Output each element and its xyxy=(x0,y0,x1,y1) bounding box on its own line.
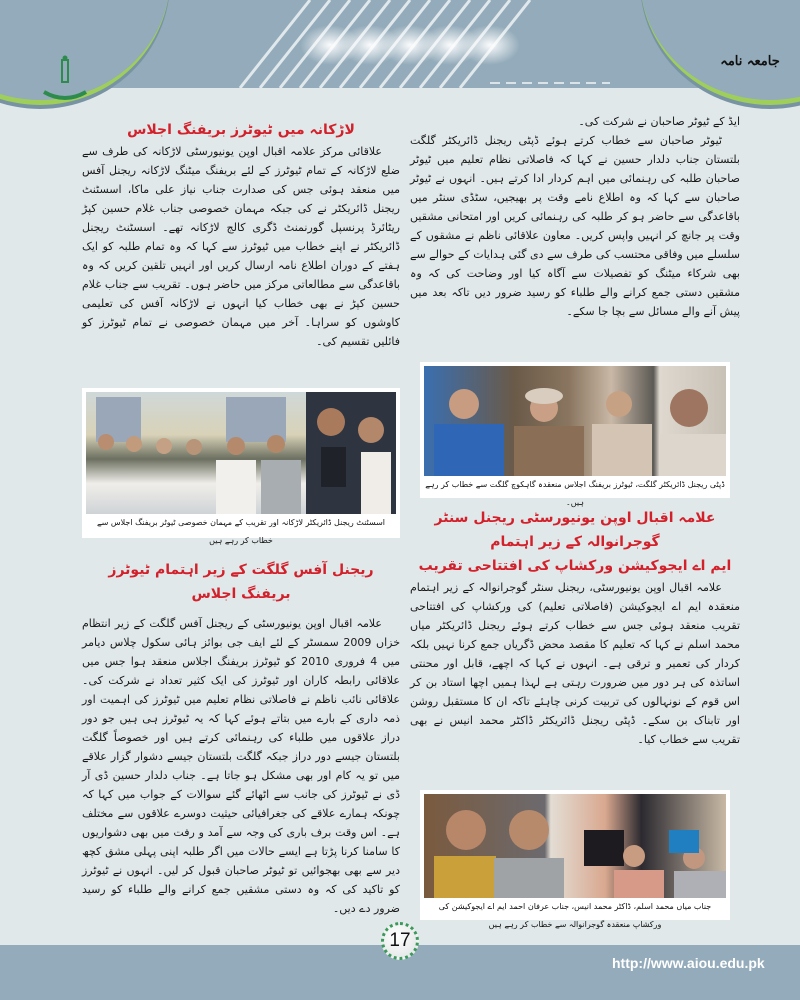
photo-image xyxy=(86,392,396,514)
website-link[interactable]: http://www.aiou.edu.pk xyxy=(612,955,765,971)
photo-caption: اسسٹنٹ ریجنل ڈائریکٹر لاڑکانہ اور تقریب کے مہمان خصوصی ٹیوٹر بریفنگ اجلاس سے خطاب کر رہے ہیں xyxy=(96,518,386,545)
photo-people-graphic xyxy=(424,366,726,476)
photo-people-graphic xyxy=(424,794,726,898)
article4-title: ریجنل آفس گلگت کے زیر اہتمام ٹیوٹرز بریفنگ اجلاس xyxy=(108,562,374,602)
page-number: 17 xyxy=(381,922,419,960)
article2-title-line2: ایم اے ایجوکیشن ورکشاپ کی افتتاحی تقریب xyxy=(418,558,732,574)
right-column xyxy=(410,112,740,321)
header-area xyxy=(0,0,800,130)
photo-people-graphic xyxy=(86,392,396,514)
photo-image xyxy=(424,794,726,898)
article3-title: لاڑکانہ میں ٹیوٹرز بریفنگ اجلاس xyxy=(127,122,355,138)
article2 xyxy=(410,506,740,749)
photo-larkana-briefing xyxy=(82,388,400,545)
article3-paragraph: علاقائی مرکز علامہ اقبال اوپن یونیورسٹی لاڑکانہ کی طرف سے ضلع لاڑکانہ کے تمام ٹیوٹرز کے لئے بریفنگ میٹنگ لاڑکانہ ریجنل آفس میں منعقد ہوئی جس کی صدارت جناب نیاز علی ماکا، اسسٹنٹ ریجنل ڈائریکٹر نے کی جبکہ مہمان خصوصی جناب غلام حسین کپڑ ریٹائرڈ پرنسپل گورنمنٹ ڈگری کالج لاڑکانہ تھے۔ اسسٹنٹ ریجنل ڈائریکٹر نے اپنے خطاب میں ٹیوٹرز سے کہا کہ وہ تمام طلبہ کو ایک ہفتے کے دوران اطلاع نامہ ارسال کریں اور انہیں تلقین کریں کہ وہ باقاعدگی سے مطالعاتی مرکز میں حاضر ہوں۔ تقریب سے جناب غلام حسین کپڑ نے بھی خطاب کیا انہوں نے لاڑکانہ آفس کی تعلیمی کاوشوں کو سراہا۔ آخر میں مہمان خصوصی نے تمام ٹیوٹرز کو فائلیں تقسیم کی۔ xyxy=(82,145,400,348)
article2-paragraph: علامہ اقبال اوپن یونیورسٹی، ریجنل سنٹر گوجرانوالہ کے زیر اہتمام منعقدہ ایم اے ایجوکیشن (فاصلاتی تعلیم) کی ورکشاپ کی افتتاحی تقریب منعقد ہوئی جس سے خطاب کرتے ہوئے ریجنل ڈائریکٹر میاں محمد اسلم نے کہا کہ تعلیم کا مقصد محض ڈگریاں جمع کرنا نہیں بلکہ کردار کی تعمیر و ترقی ہے۔ انہوں نے کہا کہ اچھے، قابل اور محنتی اساتذہ کی ہر دور میں ضرورت رہتی ہے لہذا ہمیں اچھا استاد بن کر اس قوم کے نونہالوں کی تربیت کرنی چاہئے تاکہ ان کا مستقبل روشن اور تابناک بن سکے۔ ڈپٹی ریجنل ڈائریکٹر ڈاکٹر محمد انیس نے بھی تقریب سے خطاب کیا۔ xyxy=(410,581,740,746)
article3 xyxy=(82,118,400,351)
article4-paragraph: علامہ اقبال اوپن یونیورسٹی کے ریجنل آفس گلگت کے زیر انتظام خزاں 2009 سمسٹر کے لئے ایف جی بوائز ہائی سکول چلاس دیامر میں 4 فروری 2010 کو ٹیوٹرز بریفنگ اجلاس منعقد ہوا جس میں علاقائی رابطہ کاران اور ٹیوٹرز کی ایک کثیر تعداد نے شرکت کی۔ علاقائی نائب ناظم نے فاصلاتی نظام تعلیم میں ٹیوٹرز کی اہمیت اور ذمہ داری کے بارے میں بتاتے ہوئے کہا کہ یہ ٹیوٹرز ہی ہیں جو دور دراز علاقوں میں طلباء کی رہنمائی کرتے ہیں اور خصوصاً گلگت بلتستان جیسے دور دراز جبکہ گلگت بلتستان جیسے دشوار گزار علاقے میں تو یہ کام اور بھی مشکل ہو جاتا ہے۔ جناب دلدار حسین ڈی آر ڈی نے ٹیوٹرز کی جانب سے اٹھائے گئے سوالات کے جواب میں کہا کہ چونکہ ہمارے علاقے کی جغرافیائی حیثیت دوسرے علاقوں سے مختلف ہے۔ اس وقت برف باری کی وجہ سے آمد و رفت میں بھی دشواریوں کا سامنا کرنا پڑتا ہے ایسے حالات میں اگر طلبہ اپنی پہلی مشق کچھ دیر سے بھی بھجوائیں تو ٹیوٹر صاحبان قبول کر لیں۔ انہوں نے ٹیوٹرز کو تاکید کی کہ وہ دستی مشقیں جمع کرانے والے طلباء کو رسید ضرور دے دیں۔ xyxy=(82,617,400,915)
photo-gilgit-briefing xyxy=(420,362,730,507)
photo-caption: ڈپٹی ریجنل ڈائریکٹر گلگت، ٹیوٹرز بریفنگ اجلاس منعقدہ گاہکوچ گلگت سے خطاب کر رہے ہیں۔ xyxy=(425,480,725,507)
photo-gujranwala-workshop xyxy=(420,790,730,929)
article1-continuation: ایڈ کے ٹیوٹر صاحبان نے شرکت کی۔ xyxy=(578,115,740,128)
masthead-logo: جامعہ نامہ xyxy=(720,54,780,69)
photo-image xyxy=(424,366,726,476)
article1-paragraph: ٹیوٹر صاحبان سے خطاب کرتے ہوئے ڈپٹی ریجنل ڈائریکٹر گلگت بلتستان جناب دلدار حسین نے کہا کہ فاصلاتی نظام تعلیم میں ٹیوٹر صاحبان طلبہ کی رہنمائی میں اہم کردار ادا کرتے ہیں۔ انہوں نے ٹیوٹر صاحبان سے کہا کہ وہ اطلاع نامے وقت پر بھیجیں، سٹڈی سنٹر میں باقاعدگی سے حاضر ہو کر طلبہ کی رہنمائی کریں اور امتحانی مشقیں وقت پر جانچ کر انہیں واپس کریں۔ معاون علاقائی ناظم نے مشقوں کے سلسلے میں وفاقی محتسب کی طرف سے دی گئی ہدایات کے حوالے سے بھی شرکاء میٹنگ کو تفصیلات سے آگاہ کیا اور وضاحت کی کہ وہ مشقیں دستی جمع کرانے والے طلباء کو رسید ضرور دیں تاکہ بعد میں پیش آنے والے مسائل سے بچا جا سکے۔ xyxy=(410,134,740,318)
photo-caption: جناب میاں محمد اسلم، ڈاکٹر محمد انیس، جناب عرفان احمد ایم اے ایجوکیشن کی ورکشاپ منعقدہ گوجرانوالہ سے خطاب کر رہے ہیں xyxy=(438,902,712,929)
aiou-logo-icon xyxy=(40,52,90,102)
article2-title-line1: علامہ اقبال اوپن یونیورسٹی ریجنل سنٹر گوجرانوالہ کے زیر اہتمام xyxy=(434,510,716,550)
spacer xyxy=(82,606,400,614)
article4 xyxy=(82,558,400,918)
